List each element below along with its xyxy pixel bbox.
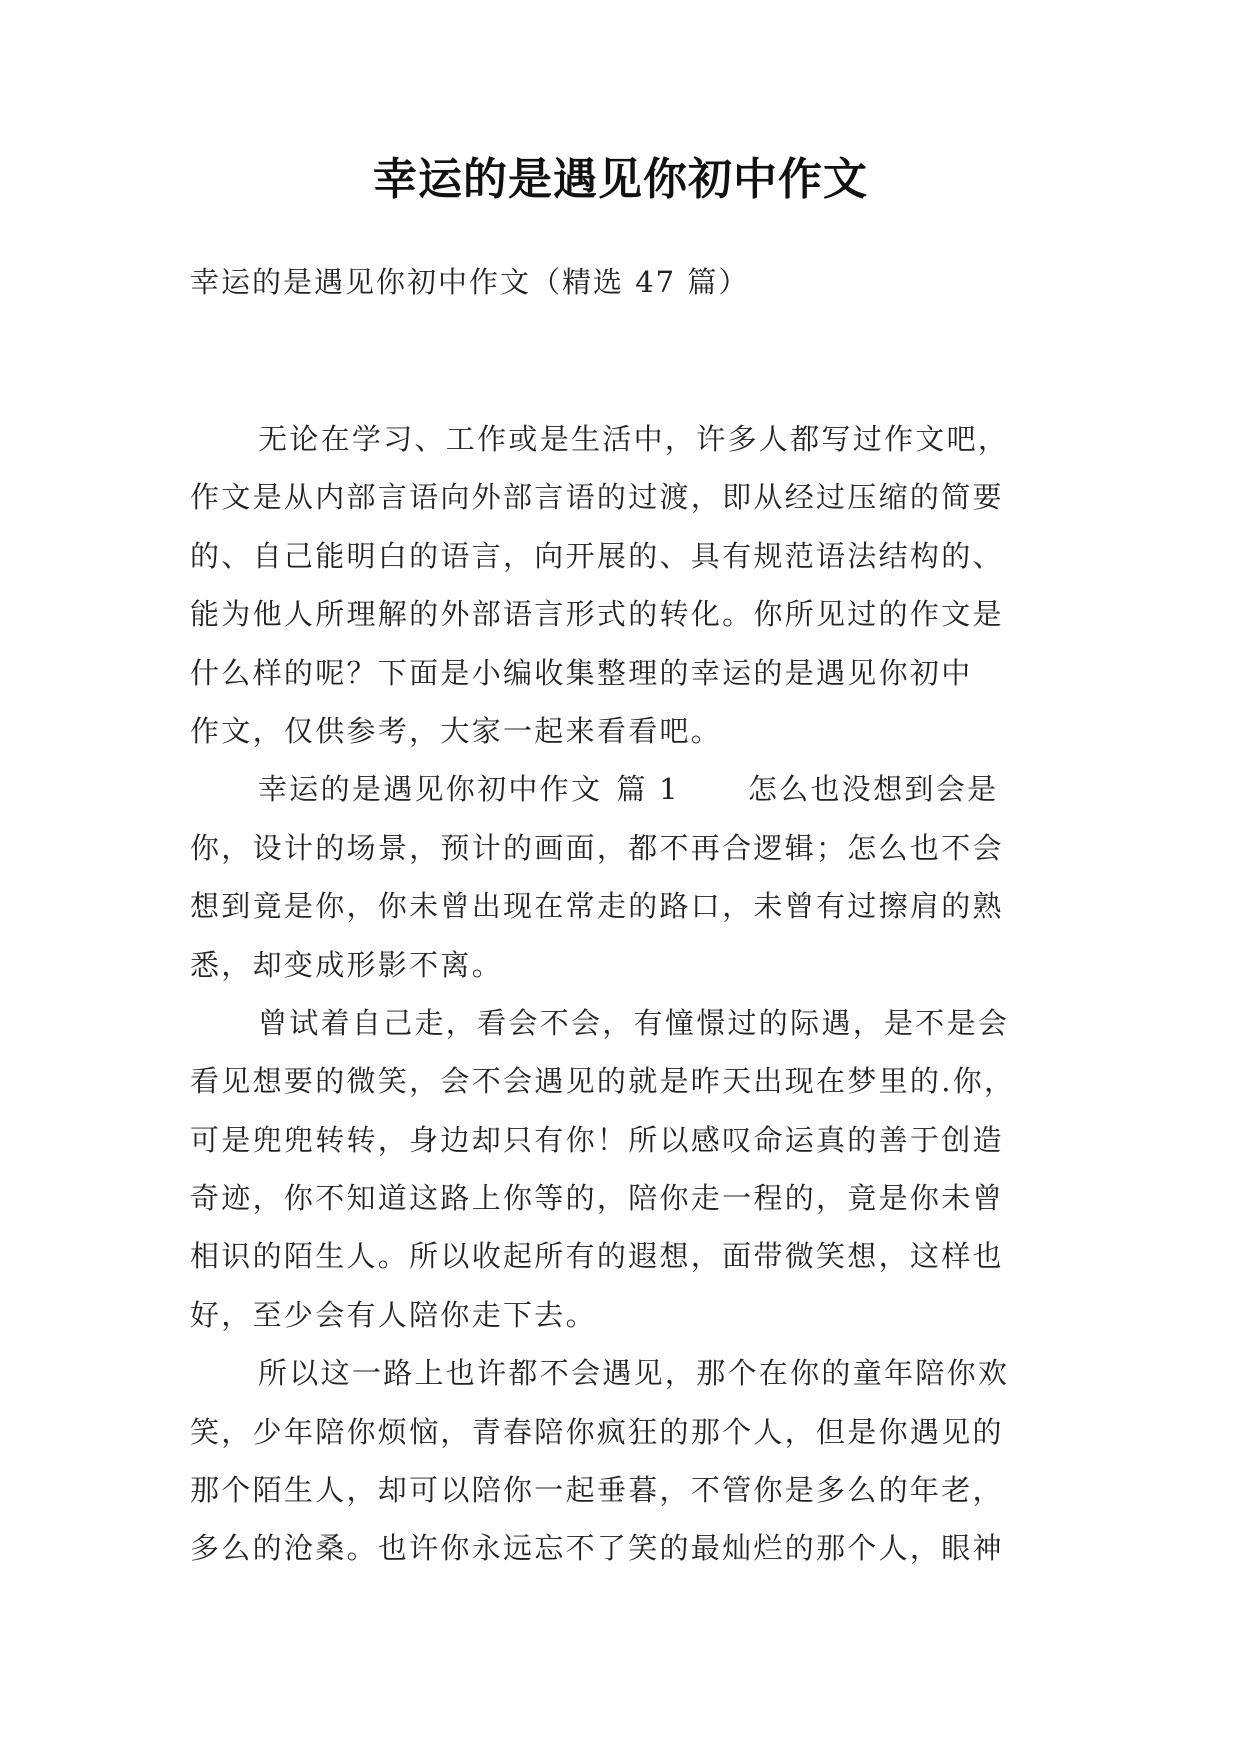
intro-paragraph xyxy=(190,410,1072,760)
text-line: 悉，却变成形影不离。 xyxy=(190,947,504,982)
essay-paragraph-3 xyxy=(190,1344,1072,1578)
text-line: 什么样的呢？下面是小编收集整理的幸运的是遇见你初中 xyxy=(190,655,973,690)
text-line: 相识的陌生人。所以收起所有的遐想，面带微笑想，这样也 xyxy=(190,1239,1004,1274)
text-line: 奇迹，你不知道这路上你等的，陪你走一程的，竟是你未曾 xyxy=(190,1181,1004,1216)
text-line: 笑，少年陪你烦恼，青春陪你疯狂的那个人，但是你遇见的 xyxy=(190,1414,1004,1449)
text-line: 好，至少会有人陪你走下去。 xyxy=(190,1297,597,1332)
text-line: 曾试着自己走，看会不会，有憧憬过的际遇，是不是会 xyxy=(258,1005,1010,1040)
essay-paragraph-2 xyxy=(190,994,1072,1344)
text-line: 那个陌生人，却可以陪你一起垂暮，不管你是多么的年老， xyxy=(190,1473,1004,1508)
text-line xyxy=(190,760,1072,818)
essay-paragraph-1 xyxy=(190,760,1072,994)
text-line: 多么的沧桑。也许你永远忘不了笑的最灿烂的那个人，眼神 xyxy=(190,1531,1004,1566)
text-line: 看见想要的微笑，会不会遇见的就是昨天出现在梦里的.你， xyxy=(190,1064,1016,1099)
text-span: 怎么也没想到会是 xyxy=(747,772,999,807)
text-line: 所以这一路上也许都不会遇见，那个在你的童年陪你欢 xyxy=(258,1356,1010,1391)
essay-piece-number: 篇 1 xyxy=(616,772,680,807)
text-line: 你，设计的场景，预计的画面，都不再合逻辑；怎么也不会 xyxy=(190,830,1004,865)
text-line: 可是兜兜转转，身边却只有你！所以感叹命运真的善于创造 xyxy=(190,1122,1004,1157)
document-subtitle: 幸运的是遇见你初中作文（精选 47 篇） xyxy=(190,265,750,299)
document-title: 幸运的是遇见你初中作文 xyxy=(373,154,868,205)
essay-heading: 幸运的是遇见你初中作文 xyxy=(258,772,603,807)
text-line: 作文是从内部言语向外部言语的过渡，即从经过压缩的简要 xyxy=(190,480,1004,515)
text-line: 能为他人所理解的外部语言形式的转化。你所见过的作文是 xyxy=(190,597,1004,632)
text-line: 的、自己能明白的语言，向开展的、具有规范语法结构的、 xyxy=(190,538,1004,573)
text-line: 无论在学习、工作或是生活中，许多人都写过作文吧， xyxy=(258,422,1010,456)
text-line: 想到竟是你，你未曾出现在常走的路口，未曾有过擦肩的熟 xyxy=(190,889,1004,924)
text-line: 作文，仅供参考，大家一起来看看吧。 xyxy=(190,713,723,748)
document-body xyxy=(190,410,1072,1578)
